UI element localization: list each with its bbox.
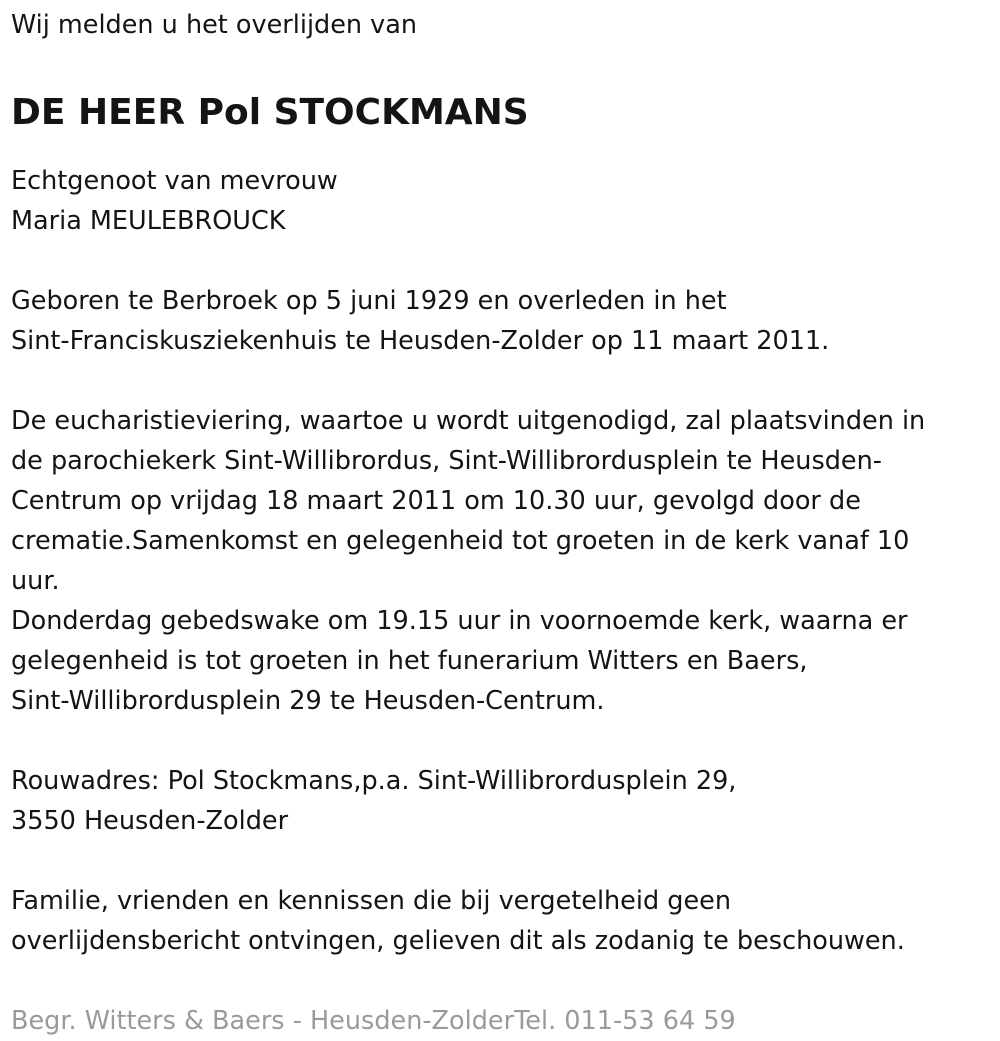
closing-block <box>11 881 986 961</box>
spouse-block <box>11 161 986 241</box>
spouse-line: Maria MEULEBROUCK <box>11 206 286 237</box>
ceremony-line: crematie.Samenkomst en gelegenheid tot groeten in de kerk vanaf 10 <box>11 526 910 557</box>
wake-block <box>11 601 986 721</box>
closing-line: Familie, vrienden en kennissen die bij vergetelheid geen <box>11 886 731 917</box>
wake-line: Donderdag gebedswake om 19.15 uur in voornoemde kerk, waarna er <box>11 606 908 637</box>
obituary-notice <box>11 0 986 1041</box>
ceremony-line: Centrum op vrijdag 18 maart 2011 om 10.30 uur, gevolgd door de <box>11 486 861 517</box>
spouse-line: Echtgenoot van mevrouw <box>11 166 338 197</box>
closing-line: overlijdensbericht ontvingen, gelieven dit als zodanig te beschouwen. <box>11 926 905 957</box>
deceased-name: DE HEER Pol STOCKMANS <box>11 92 529 133</box>
address-block <box>11 761 986 841</box>
ceremony-block <box>11 401 986 601</box>
ceremony-line: de parochiekerk Sint-Willibrordus, Sint-Willibrordusplein te Heusden- <box>11 446 882 477</box>
birth-death-line: Sint-Franciskusziekenhuis te Heusden-Zolder op 11 maart 2011. <box>11 326 830 357</box>
undertaker-footer: Begr. Witters & Baers - Heusden-ZolderTel. 011-53 64 59 <box>11 1006 736 1037</box>
birth-death-block <box>11 281 986 361</box>
wake-line: Sint-Willibrordusplein 29 te Heusden-Centrum. <box>11 686 605 717</box>
ceremony-line: uur. <box>11 566 60 597</box>
address-line: 3550 Heusden-Zolder <box>11 806 289 837</box>
ceremony-line: De eucharistieviering, waartoe u wordt uitgenodigd, zal plaatsvinden in <box>11 406 926 437</box>
intro-text: Wij melden u het overlijden van <box>11 10 418 40</box>
wake-line: gelegenheid is tot groeten in het funerarium Witters en Baers, <box>11 646 808 677</box>
birth-death-line: Geboren te Berbroek op 5 juni 1929 en overleden in het <box>11 286 727 317</box>
address-line: Rouwadres: Pol Stockmans,p.a. Sint-Willibrordusplein 29, <box>11 766 737 797</box>
